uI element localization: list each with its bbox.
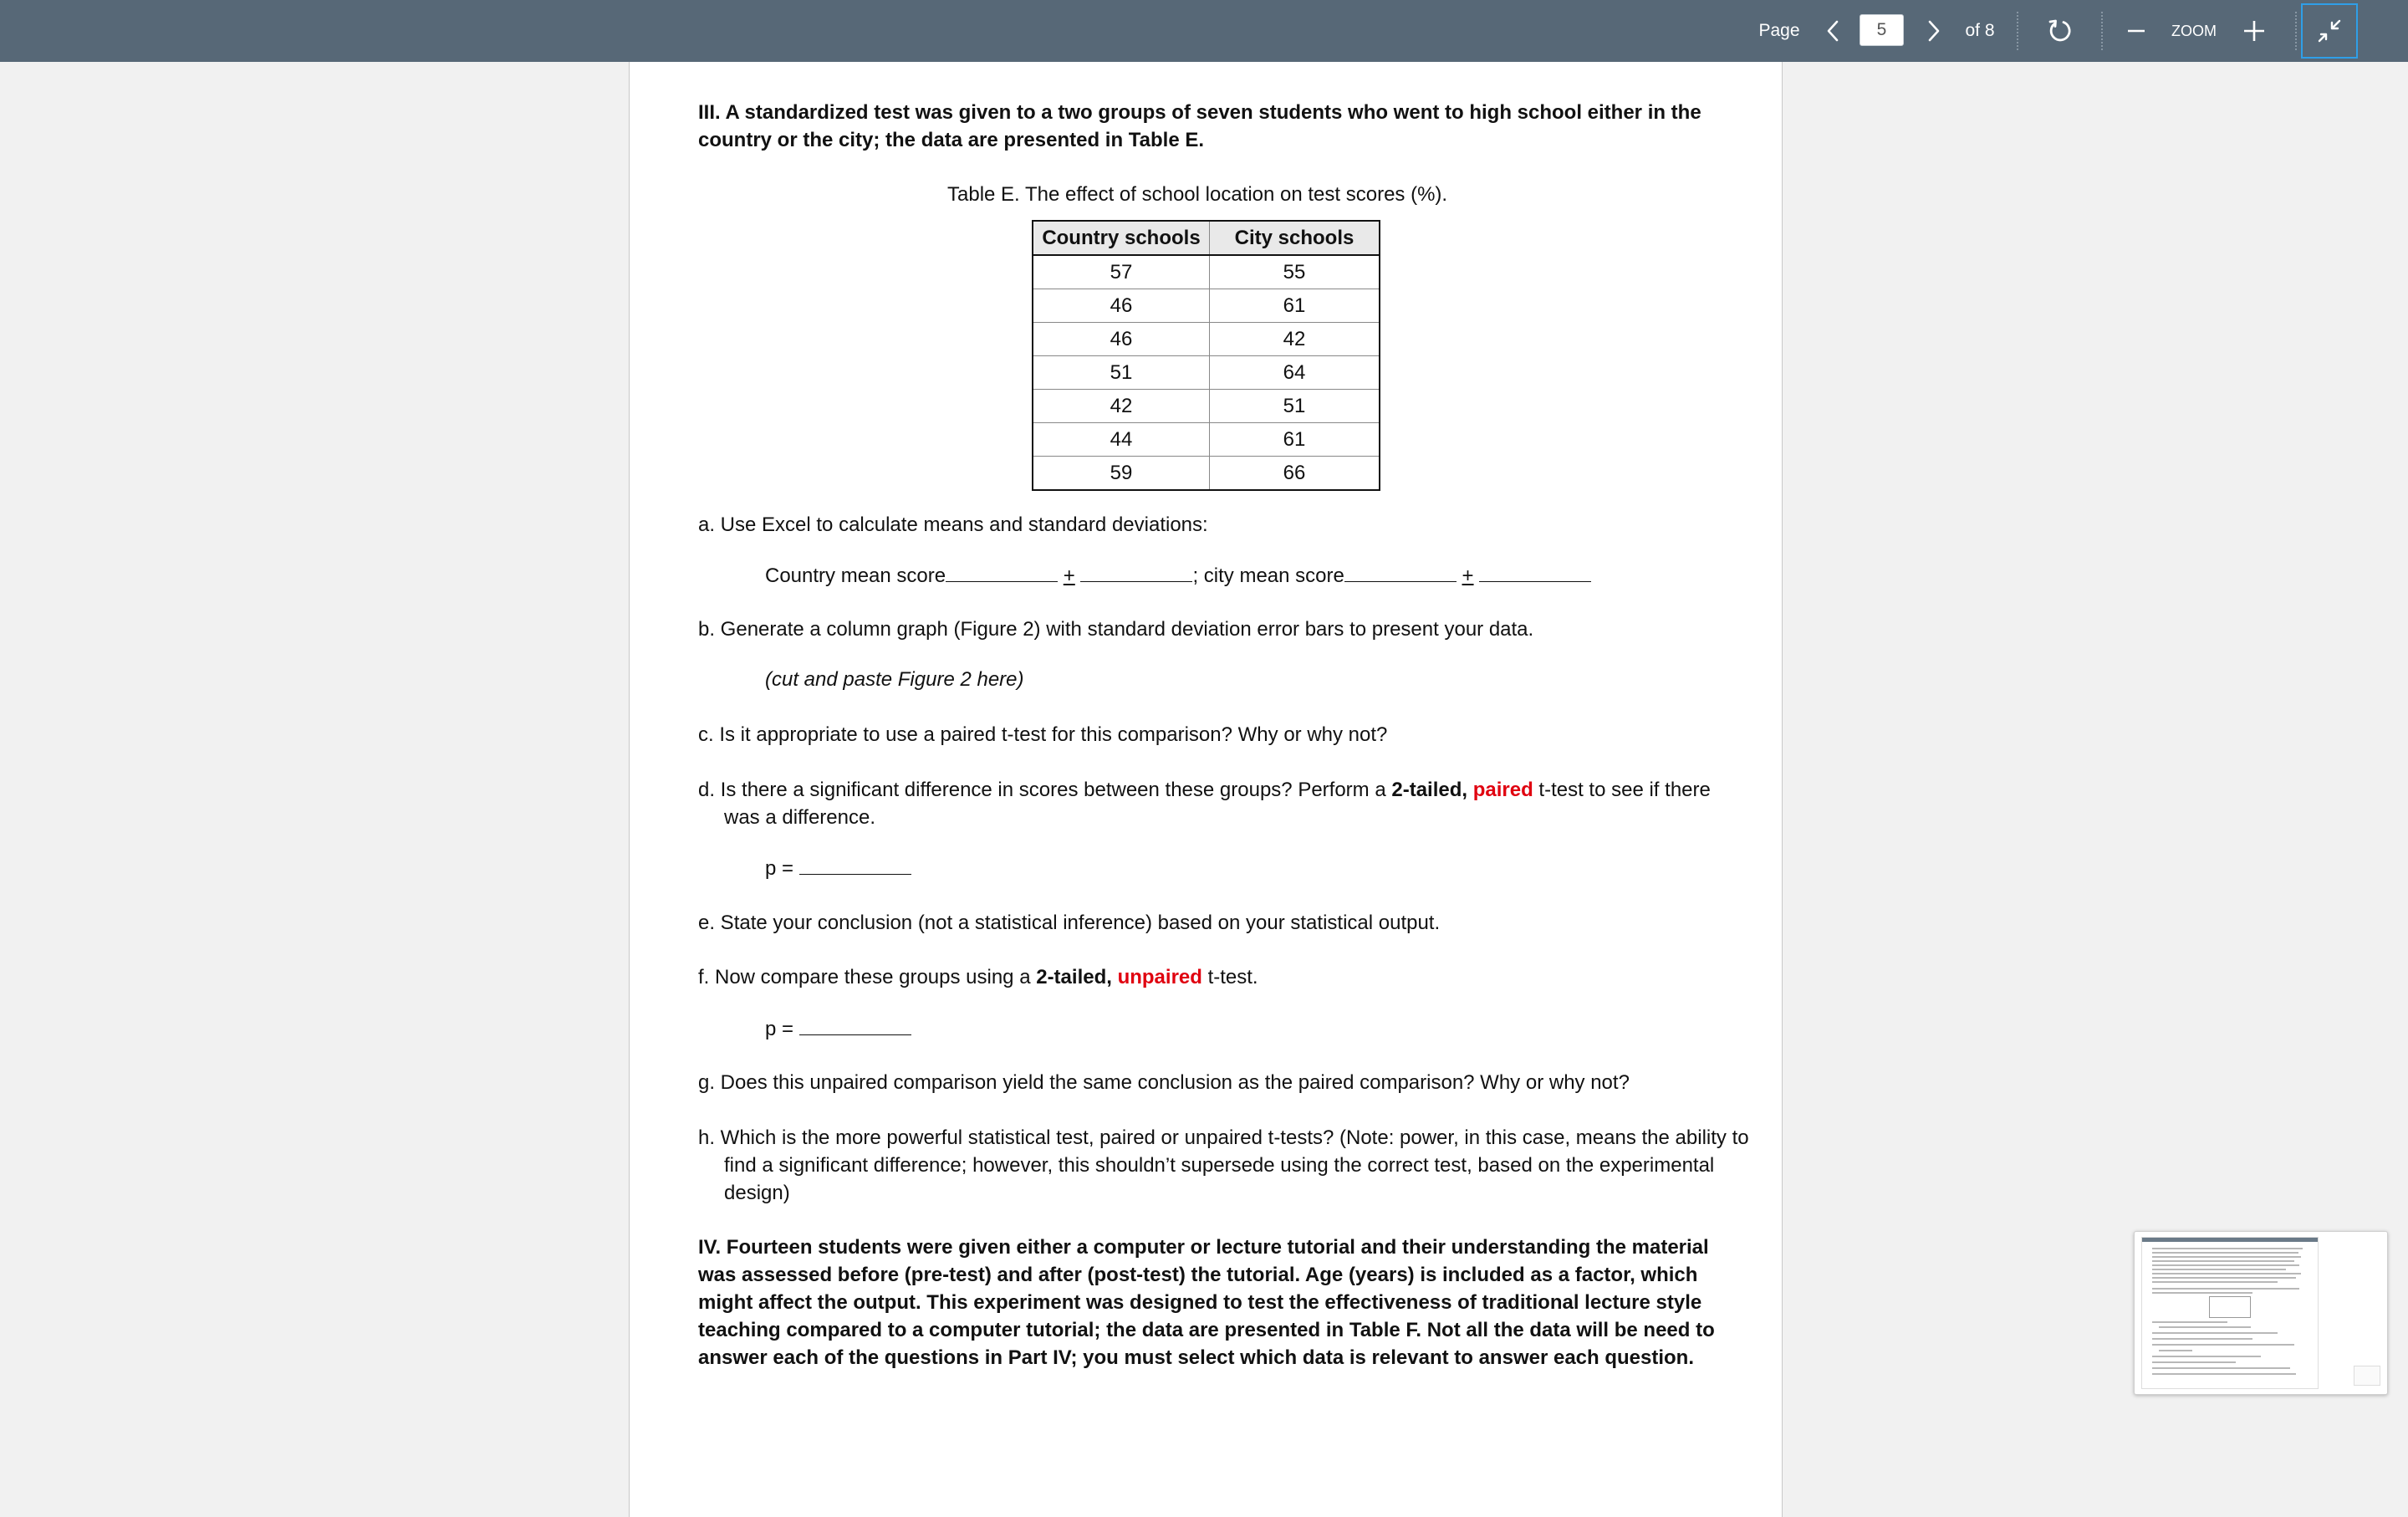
toolbar-divider xyxy=(2295,12,2297,50)
plus-icon xyxy=(2243,20,2265,42)
table-cell: 57 xyxy=(1033,255,1210,289)
answer-blank xyxy=(1344,561,1457,582)
plus-minus-sign: + xyxy=(1462,564,1474,587)
question-f-unpaired: unpaired xyxy=(1117,966,1202,988)
table-row xyxy=(1033,457,1380,491)
next-page-button[interactable] xyxy=(1917,0,1951,62)
previous-page-button[interactable] xyxy=(1816,0,1849,62)
question-d-paired: paired xyxy=(1472,779,1533,801)
zoom-in-button[interactable] xyxy=(2236,0,2273,62)
rotate-icon xyxy=(2047,18,2074,44)
exit-fullscreen-icon xyxy=(2317,18,2342,43)
page-label: Page xyxy=(1758,21,1800,40)
table-cell: 51 xyxy=(1210,390,1380,423)
question-f-text: f. Now compare these groups using a xyxy=(698,966,1037,988)
chevron-left-icon xyxy=(1826,20,1839,42)
table-cell: 55 xyxy=(1210,255,1380,289)
answer-blank xyxy=(946,561,1058,582)
table-row xyxy=(1033,323,1380,356)
table-header-row xyxy=(1033,221,1380,255)
question-d-text: d. Is there a significant difference in scores between these groups? Perform a xyxy=(698,779,1392,801)
table-cell: 42 xyxy=(1210,323,1380,356)
table-cell: 44 xyxy=(1033,423,1210,457)
city-mean-label: ; city mean score xyxy=(1192,564,1344,587)
question-b: b. Generate a column graph (Figure 2) with standard deviation error bars to present your data. xyxy=(698,618,1534,641)
toolbar-divider xyxy=(2101,12,2103,50)
table-cell: 46 xyxy=(1033,289,1210,323)
viewer-toolbar xyxy=(0,0,2408,62)
table-cell: 42 xyxy=(1033,390,1210,423)
question-g: g. Does this unpaired comparison yield the same conclusion as the paired comparison? Why or why not? xyxy=(698,1071,1630,1094)
table-cell: 64 xyxy=(1210,356,1380,390)
zoom-out-button[interactable] xyxy=(2120,0,2152,62)
page-thumbnail-navigator[interactable] xyxy=(2134,1231,2388,1395)
question-h: h. Which is the more powerful statistical test, paired or unpaired t-tests? (Note: power, in this case, means the ability to find a significant difference; however, this shouldn’t supersede using the correct test, based on the experimental design) xyxy=(698,1126,1749,1204)
toolbar-divider xyxy=(2017,12,2018,50)
answer-blank xyxy=(799,854,911,875)
total-pages-label: of 8 xyxy=(1965,21,1995,40)
question-d-emphasis: 2-tailed, xyxy=(1391,779,1473,801)
question-e: e. State your conclusion (not a statistical inference) based on your statistical output. xyxy=(698,912,1441,934)
question-c: c. Is it appropriate to use a paired t-test for this comparison? Why or why not? xyxy=(698,723,1388,746)
answer-blank xyxy=(1479,561,1591,582)
table-cell: 61 xyxy=(1210,289,1380,323)
table-row xyxy=(1033,356,1380,390)
question-f-text-end: t-test. xyxy=(1201,966,1258,988)
answer-blank xyxy=(799,1014,911,1035)
table-row xyxy=(1033,255,1380,289)
thumbnail-toggle-button[interactable] xyxy=(2354,1366,2380,1386)
rotate-button[interactable] xyxy=(2040,0,2080,62)
exit-fullscreen-button[interactable] xyxy=(2301,3,2358,59)
p-value-line xyxy=(765,1014,1793,1043)
mean-score-line xyxy=(765,561,1793,590)
column-header: Country schools xyxy=(1033,221,1210,255)
table-caption: Table E. The effect of school location on test scores (%). xyxy=(947,183,1448,206)
figure-note: (cut and paste Figure 2 here) xyxy=(765,668,1024,691)
thumbnail-page-preview xyxy=(2141,1237,2319,1389)
table-row xyxy=(1033,423,1380,457)
answer-blank xyxy=(1080,561,1192,582)
p-label: p = xyxy=(765,857,794,880)
zoom-label: ZOOM xyxy=(2171,22,2217,39)
p-label: p = xyxy=(765,1018,794,1040)
table-cell: 46 xyxy=(1033,323,1210,356)
section-3-heading: III. A standardized test was given to a two groups of seven students who went to high school either in the country or the city; the data are presented in Table E. xyxy=(698,101,1701,151)
table-cell: 51 xyxy=(1033,356,1210,390)
page-number-input[interactable] xyxy=(1860,14,1904,46)
country-mean-label: Country mean score xyxy=(765,564,946,587)
minus-icon xyxy=(2127,28,2145,33)
question-a: a. Use Excel to calculate means and standard deviations: xyxy=(698,513,1208,536)
data-table xyxy=(1032,220,1380,491)
question-d xyxy=(698,776,1727,831)
question-f-emphasis: 2-tailed, xyxy=(1036,966,1118,988)
table-cell: 61 xyxy=(1210,423,1380,457)
table-row xyxy=(1033,390,1380,423)
table-cell: 66 xyxy=(1210,457,1380,491)
section-4-heading: IV. Fourteen students were given either a computer or lecture tutorial and their understanding the material was assessed before (pre-test) and after (post-test) the tutorial. Age (years) is included as a factor, which might affect the output. This experiment was designed to test the effectiveness of traditional lecture style teaching compared to a computer tutorial; the data are presented in Table F. Not all the data will be need to answer each of the questions in Part IV; you must select which data is relevant to answer each question. xyxy=(698,1236,1715,1369)
question-d-text-end: t-test to see if there was a difference. xyxy=(724,779,1711,829)
column-header: City schools xyxy=(1210,221,1380,255)
chevron-right-icon xyxy=(1927,20,1941,42)
table-row xyxy=(1033,289,1380,323)
plus-minus-sign: + xyxy=(1063,564,1075,587)
question-f xyxy=(698,963,1727,991)
p-value-line xyxy=(765,854,1793,882)
table-cell: 59 xyxy=(1033,457,1210,491)
